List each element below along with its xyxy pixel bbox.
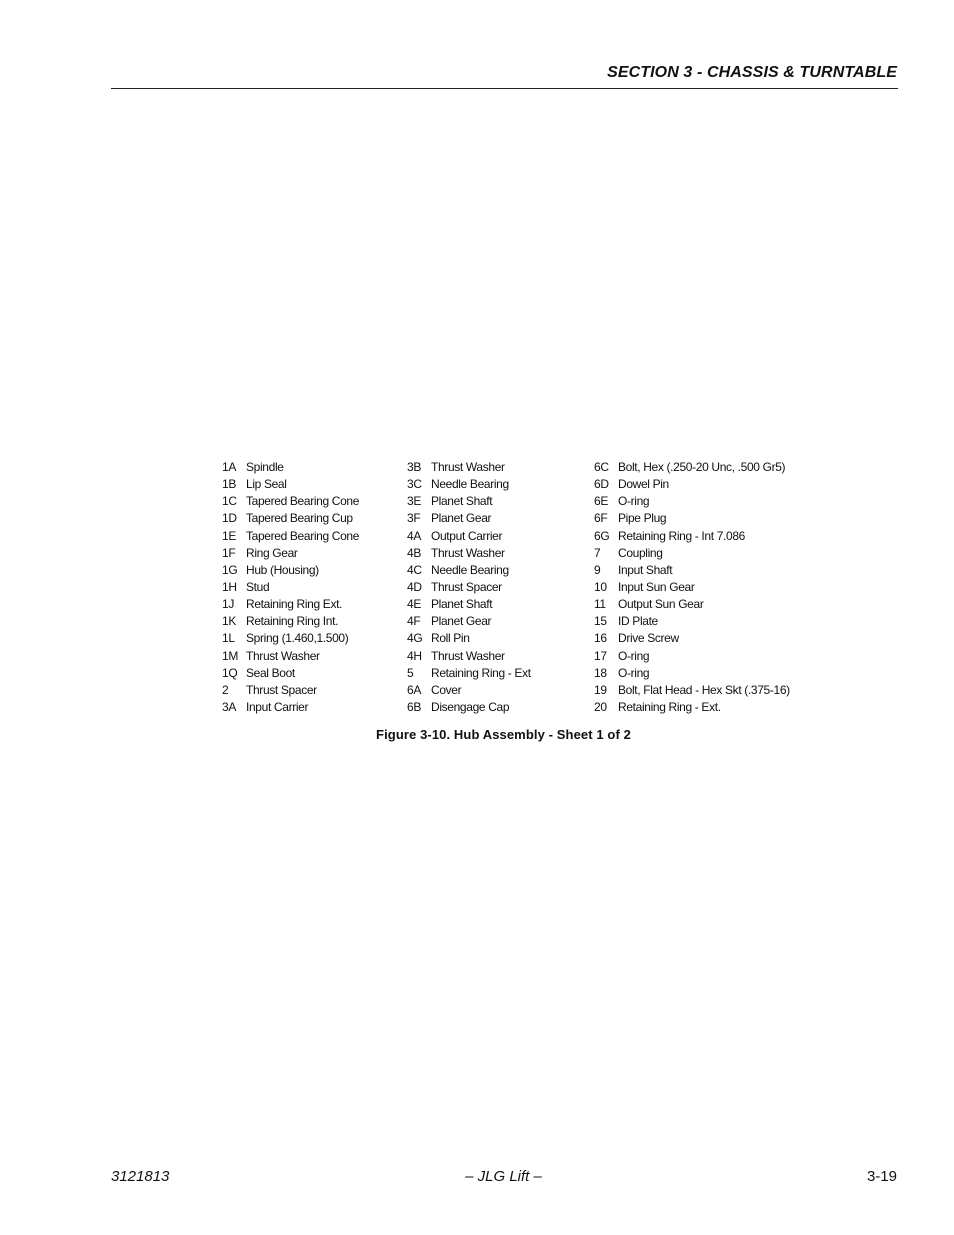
figure-caption: Figure 3-10. Hub Assembly - Sheet 1 of 2: [376, 727, 631, 742]
legend-item-code: 3B: [407, 460, 421, 474]
legend-item-code: 6E: [594, 494, 608, 509]
legend-item-code: 10: [594, 579, 607, 594]
legend-item-code: 3C: [407, 477, 422, 492]
legend-item-label: Retaining Ring - Ext.: [618, 699, 721, 714]
legend-item-code: 6A: [407, 682, 421, 697]
legend-item-code: 4F: [407, 614, 421, 629]
footer-doc-number: 3121813: [111, 1168, 170, 1185]
legend-item: [222, 665, 359, 682]
legend-item-code: 9: [594, 562, 601, 577]
legend-item-label: Thrust Spacer: [431, 579, 502, 594]
legend-item: [594, 579, 790, 596]
legend-item-code: 3E: [407, 494, 421, 509]
legend-item-code: 1Q: [222, 665, 238, 680]
legend-item: [407, 596, 531, 613]
legend-item-code: 11: [594, 597, 606, 612]
legend-item: [594, 493, 790, 510]
legend-item: [407, 528, 531, 545]
legend-item: [594, 596, 790, 613]
legend-item: [407, 545, 531, 562]
legend-item-code: 1F: [222, 545, 236, 560]
legend-item: [222, 493, 359, 510]
legend-item-code: 19: [594, 682, 607, 697]
legend-item-label: Disengage Cap: [431, 699, 510, 714]
legend-item-label: Thrust Washer: [431, 460, 505, 474]
legend-item: [594, 545, 790, 562]
legend-item-code: 3F: [407, 511, 421, 526]
legend-item: [222, 528, 359, 545]
legend-item-label: Thrust Spacer: [246, 682, 317, 697]
legend-item-label: Input Carrier: [246, 699, 309, 714]
legend-item-label: Tapered Bearing Cone: [246, 494, 360, 509]
legend-item-code: 4B: [407, 545, 421, 560]
legend-item-label: Planet Gear: [431, 614, 492, 629]
legend-item-code: 6F: [594, 511, 608, 526]
footer-page-number: 3-19: [866, 1168, 897, 1185]
legend-item-code: 4C: [407, 562, 422, 577]
legend-item: [407, 682, 531, 699]
legend-item-label: Dowel Pin: [618, 477, 669, 492]
legend-item-code: 6G: [594, 528, 610, 543]
legend-item-code: 1E: [222, 528, 236, 543]
legend-item: [407, 476, 531, 493]
legend-item: [594, 459, 790, 476]
legend-item-label: Planet Gear: [431, 511, 492, 526]
legend-item-code: 1H: [222, 579, 237, 594]
legend-item-label: Planet Shaft: [431, 494, 493, 509]
legend-item-code: 1B: [222, 477, 236, 492]
legend-item-label: Retaining Ring - Int 7.086: [618, 528, 745, 543]
legend-item-label: Input Sun Gear: [618, 579, 695, 594]
legend-item-code: 1J: [222, 597, 234, 612]
legend-item-label: Drive Screw: [618, 631, 679, 646]
legend-item-label: Ring Gear: [246, 545, 298, 560]
legend-item: [407, 630, 531, 647]
legend-item: [594, 562, 790, 579]
legend-item-label: Thrust Washer: [431, 545, 505, 560]
legend-item-code: 6D: [594, 477, 609, 492]
legend-item: [222, 459, 359, 476]
legend-item-code: 15: [594, 614, 607, 629]
legend-item: [222, 630, 359, 647]
legend-item-code: 17: [594, 648, 607, 663]
legend-item: [594, 510, 790, 527]
legend-item-label: Planet Shaft: [431, 597, 493, 612]
legend-item-label: Input Shaft: [618, 562, 673, 577]
legend-item-label: Output Carrier: [431, 528, 503, 543]
legend-item-code: 1D: [222, 511, 237, 526]
legend-item-label: Coupling: [618, 545, 663, 560]
legend-item: [407, 699, 531, 716]
legend-item-code: 1M: [222, 648, 238, 663]
legend-item-label: Output Sun Gear: [618, 597, 704, 612]
legend-item-label: O-ring: [618, 648, 650, 663]
legend-item-code: 2: [222, 682, 229, 697]
legend-item: [222, 545, 359, 562]
legend-item: [222, 476, 359, 493]
legend-item-label: Needle Bearing: [431, 562, 509, 577]
legend-item: [407, 459, 531, 476]
legend-column-2: [407, 459, 531, 716]
header-divider: [111, 88, 898, 89]
section-title: SECTION 3 - CHASSIS & TURNTABLE: [607, 64, 897, 81]
legend-item-label: O-ring: [618, 665, 650, 680]
legend-item-label: Stud: [246, 579, 270, 594]
legend-item: [407, 562, 531, 579]
legend-item-code: 7: [594, 545, 601, 560]
legend-item-label: Tapered Bearing Cup: [246, 511, 353, 526]
footer-company: – JLG Lift –: [465, 1168, 542, 1185]
legend-item: [594, 699, 790, 716]
legend-item-label: Lip Seal: [246, 477, 287, 492]
legend-item: [594, 613, 790, 630]
legend-item-label: Needle Bearing: [431, 477, 509, 492]
legend-item: [222, 648, 359, 665]
legend-item-label: Seal Boot: [246, 665, 295, 680]
legend-item-label: Retaining Ring - Ext: [431, 665, 531, 680]
legend-item-code: 6B: [407, 699, 421, 714]
legend-item: [594, 648, 790, 665]
legend-item-code: 1A: [222, 460, 236, 474]
legend-item: [222, 596, 359, 613]
legend-item-code: 4E: [407, 597, 421, 612]
legend-column-1: [222, 459, 359, 716]
legend-item: [222, 579, 359, 596]
legend-item-code: 1K: [222, 614, 236, 629]
legend-item-label: Hub (Housing): [246, 562, 319, 577]
legend-item-label: Tapered Bearing Cone: [246, 528, 360, 543]
legend-item: [594, 476, 790, 493]
legend-item-code: 18: [594, 665, 607, 680]
legend-item-code: 4G: [407, 631, 423, 646]
legend-item-label: Bolt, Flat Head - Hex Skt (.375-16): [618, 682, 790, 697]
legend-item: [222, 699, 359, 716]
legend-item: [222, 510, 359, 527]
legend-item: [594, 682, 790, 699]
legend-item-label: Roll Pin: [431, 631, 470, 646]
legend-item-code: 1L: [222, 631, 235, 646]
legend-item: [594, 665, 790, 682]
legend-item-label: Cover: [431, 682, 462, 697]
legend-item: [222, 562, 359, 579]
legend-item-label: Retaining Ring Int.: [246, 614, 339, 629]
legend-item-code: 4H: [407, 648, 422, 663]
legend-item-label: Bolt, Hex (.250-20 Unc, .500 Gr5): [618, 460, 786, 474]
legend-item-label: Thrust Washer: [246, 648, 320, 663]
legend-item: [594, 630, 790, 647]
legend-item-code: 1G: [222, 562, 238, 577]
legend-item-label: O-ring: [618, 494, 650, 509]
legend-item-label: ID Plate: [618, 614, 658, 629]
legend-item-code: 4A: [407, 528, 421, 543]
legend-item: [407, 493, 531, 510]
legend-item: [222, 613, 359, 630]
legend-item-code: 5: [407, 665, 414, 680]
legend-item: [222, 682, 359, 699]
legend-column-3: [594, 459, 790, 716]
legend-item: [407, 579, 531, 596]
legend-item-label: Spindle: [246, 460, 284, 474]
legend-item-code: 6C: [594, 460, 609, 474]
legend-item-label: Pipe Plug: [618, 511, 667, 526]
legend-item-code: 1C: [222, 494, 237, 509]
legend-item: [407, 648, 531, 665]
legend-item: [594, 528, 790, 545]
legend-item: [407, 613, 531, 630]
legend-item-code: 4D: [407, 579, 422, 594]
legend-item-label: Spring (1.460,1.500): [246, 631, 349, 646]
legend-item-code: 20: [594, 699, 607, 714]
legend-item-label: Thrust Washer: [431, 648, 505, 663]
legend-item: [407, 665, 531, 682]
legend-item: [407, 510, 531, 527]
legend-item-label: Retaining Ring Ext.: [246, 597, 343, 612]
legend-item-code: 3A: [222, 699, 236, 714]
legend-item-code: 16: [594, 631, 607, 646]
